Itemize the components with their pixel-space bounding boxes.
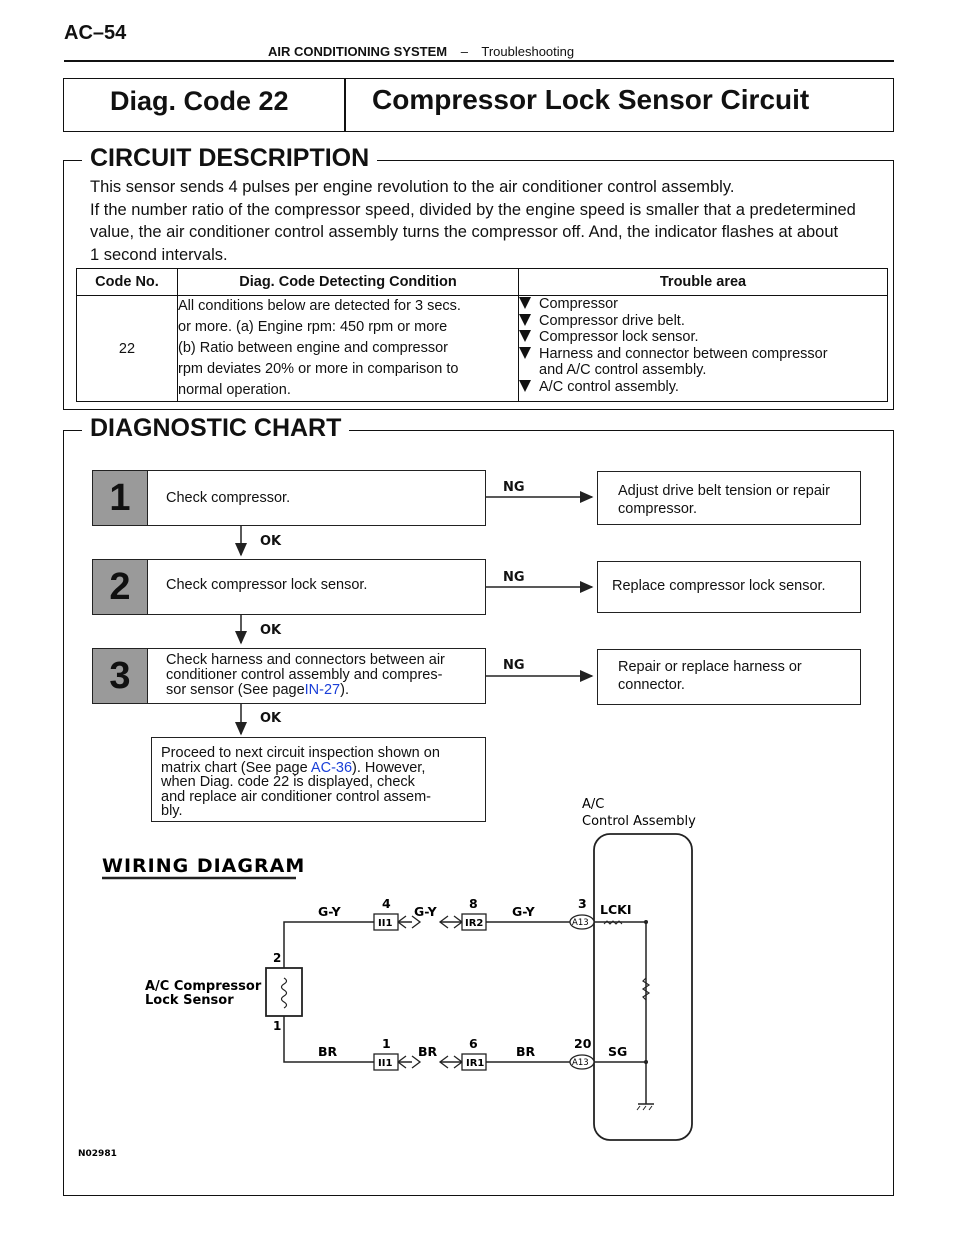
step-1-ok-label: OK	[260, 534, 282, 549]
trouble-area-text: Compressor	[539, 296, 618, 312]
connector-id: IR1	[466, 1058, 485, 1069]
step-2-ng-label: NG	[503, 570, 525, 585]
subsection-name: Troubleshooting	[481, 44, 575, 59]
terminal-label: LCKI	[600, 902, 632, 917]
ac-assembly-label-2: Control Assembly	[582, 814, 696, 829]
pin-number: 4	[382, 896, 391, 911]
trouble-area-text: Harness and connector between compressor	[539, 345, 828, 362]
wire-color-label: G-Y	[512, 904, 535, 919]
step-text-prefix: sor sensor (See page	[166, 682, 305, 698]
final-line: Proceed to next circuit inspection shown on	[161, 745, 440, 761]
page-link-in-27[interactable]: IN-27	[304, 682, 341, 698]
pin-number: 3	[578, 896, 587, 911]
diag-code-title: Diag. Code 22	[110, 86, 289, 116]
header-condition: Diag. Code Detecting Condition	[178, 269, 519, 296]
step-1-number: 1	[93, 471, 148, 525]
page-number: AC–54	[64, 22, 127, 44]
step-1-text: Check compressor.	[166, 490, 291, 506]
step-2-number: 2	[93, 560, 148, 614]
wire-color-label: G-Y	[318, 904, 341, 919]
trouble-area-text: A/C control assembly.	[539, 378, 679, 395]
wiring-diagram-heading: WIRING DIAGRAM	[102, 855, 306, 877]
wire-color-label: G-Y	[414, 904, 437, 919]
desc-line-3: value, the air conditioner control assembly turns the compressor off. And, the indicator flashes at about	[90, 223, 839, 241]
circuit-title: Compressor Lock Sensor Circuit	[372, 84, 810, 115]
sensor-label-2: Lock Sensor	[145, 993, 234, 1008]
step-3-ok-label: OK	[260, 711, 282, 726]
final-line: bly.	[161, 803, 183, 819]
connector-id: II1	[378, 918, 393, 929]
header-code-no: Code No.	[77, 269, 178, 296]
terminal-label: SG	[608, 1044, 628, 1059]
step-text-line: Check harness and connectors between air	[166, 652, 445, 668]
wire-color-label: BR	[318, 1044, 338, 1059]
trouble-area-text: Compressor drive belt.	[539, 312, 685, 329]
step-2-text: Check compressor lock sensor.	[166, 577, 368, 593]
trouble-area-text: Compressor lock sensor.	[539, 329, 699, 345]
condition-line: or more. (a) Engine rpm: 450 rpm or more	[178, 319, 448, 335]
desc-line-4: 1 second intervals.	[90, 245, 228, 264]
step-3-number: 3	[93, 649, 148, 703]
step-1-ng-label: NG	[503, 480, 525, 495]
connector-id: II1	[378, 1058, 393, 1069]
lock-sensor-box	[266, 968, 302, 1016]
pin-number: 20	[574, 1036, 592, 1051]
section-name: AIR CONDITIONING SYSTEM	[268, 44, 448, 59]
diagnostic-chart-heading: DIAGNOSTIC CHART	[82, 414, 349, 443]
top-wire	[284, 922, 646, 1064]
step-text-line: conditioner control assembly and compres-	[166, 667, 443, 683]
pin-number: 1	[382, 1036, 391, 1051]
sensor-coil-icon	[282, 978, 287, 1008]
sensor-pin-bottom: 1	[273, 1019, 282, 1033]
step-2-ok-label: OK	[260, 623, 282, 638]
action-line: Repair or replace harness or	[618, 659, 802, 675]
junction-dot	[644, 1060, 648, 1064]
final-line: and replace air conditioner control assem-	[161, 788, 431, 805]
condition-line: rpm deviates 20% or more in comparison to	[178, 361, 459, 377]
header-separator: –	[460, 44, 468, 59]
figure-id: N02981	[78, 1149, 117, 1159]
wire-color-label: BR	[516, 1044, 536, 1059]
desc-line-1: This sensor sends 4 pulses per engine revolution to the air conditioner control assembly.	[90, 178, 735, 196]
ac-control-assembly-box	[594, 834, 692, 1140]
final-prefix: matrix chart (See page	[161, 759, 311, 776]
action-line: Adjust drive belt tension or repair	[618, 483, 830, 499]
pin-number: 6	[469, 1036, 478, 1051]
condition-line: (b) Ratio between engine and compressor	[178, 340, 449, 356]
condition-line: All conditions below are detected for 3 secs.	[178, 298, 461, 314]
junction-dot	[644, 920, 648, 924]
connector-id: A13	[572, 918, 589, 928]
header-trouble-area: Trouble area	[519, 269, 888, 296]
connector-id: A13	[572, 1058, 589, 1068]
page-link-ac-36[interactable]: AC-36	[310, 759, 353, 776]
sensor-pin-top: 2	[273, 951, 282, 965]
sensor-label-1: A/C Compressor	[145, 979, 262, 994]
desc-line-2: If the number ratio of the compressor speed, divided by the engine speed is smaller that a predetermined	[90, 200, 856, 219]
step-text-suffix: ).	[340, 682, 349, 698]
final-suffix: ). However,	[352, 759, 426, 776]
final-line: when Diag. code 22 is displayed, check	[161, 774, 415, 790]
condition-line: normal operation.	[178, 382, 291, 398]
ac-assembly-label-1: A/C	[582, 797, 605, 812]
code-cell: 22	[77, 296, 178, 402]
circuit-description-heading: CIRCUIT DESCRIPTION	[82, 144, 377, 173]
action-line: connector.	[618, 677, 685, 693]
trouble-area-continuation: and A/C control assembly.	[539, 362, 707, 378]
action-line: compressor.	[618, 501, 697, 517]
wire-color-label: BR	[418, 1044, 438, 1059]
action-line: Replace compressor lock sensor.	[612, 578, 826, 594]
step-3-ng-label: NG	[503, 658, 525, 673]
connector-id: IR2	[465, 918, 484, 929]
pin-number: 8	[469, 896, 478, 911]
ground-icon	[637, 1106, 652, 1110]
